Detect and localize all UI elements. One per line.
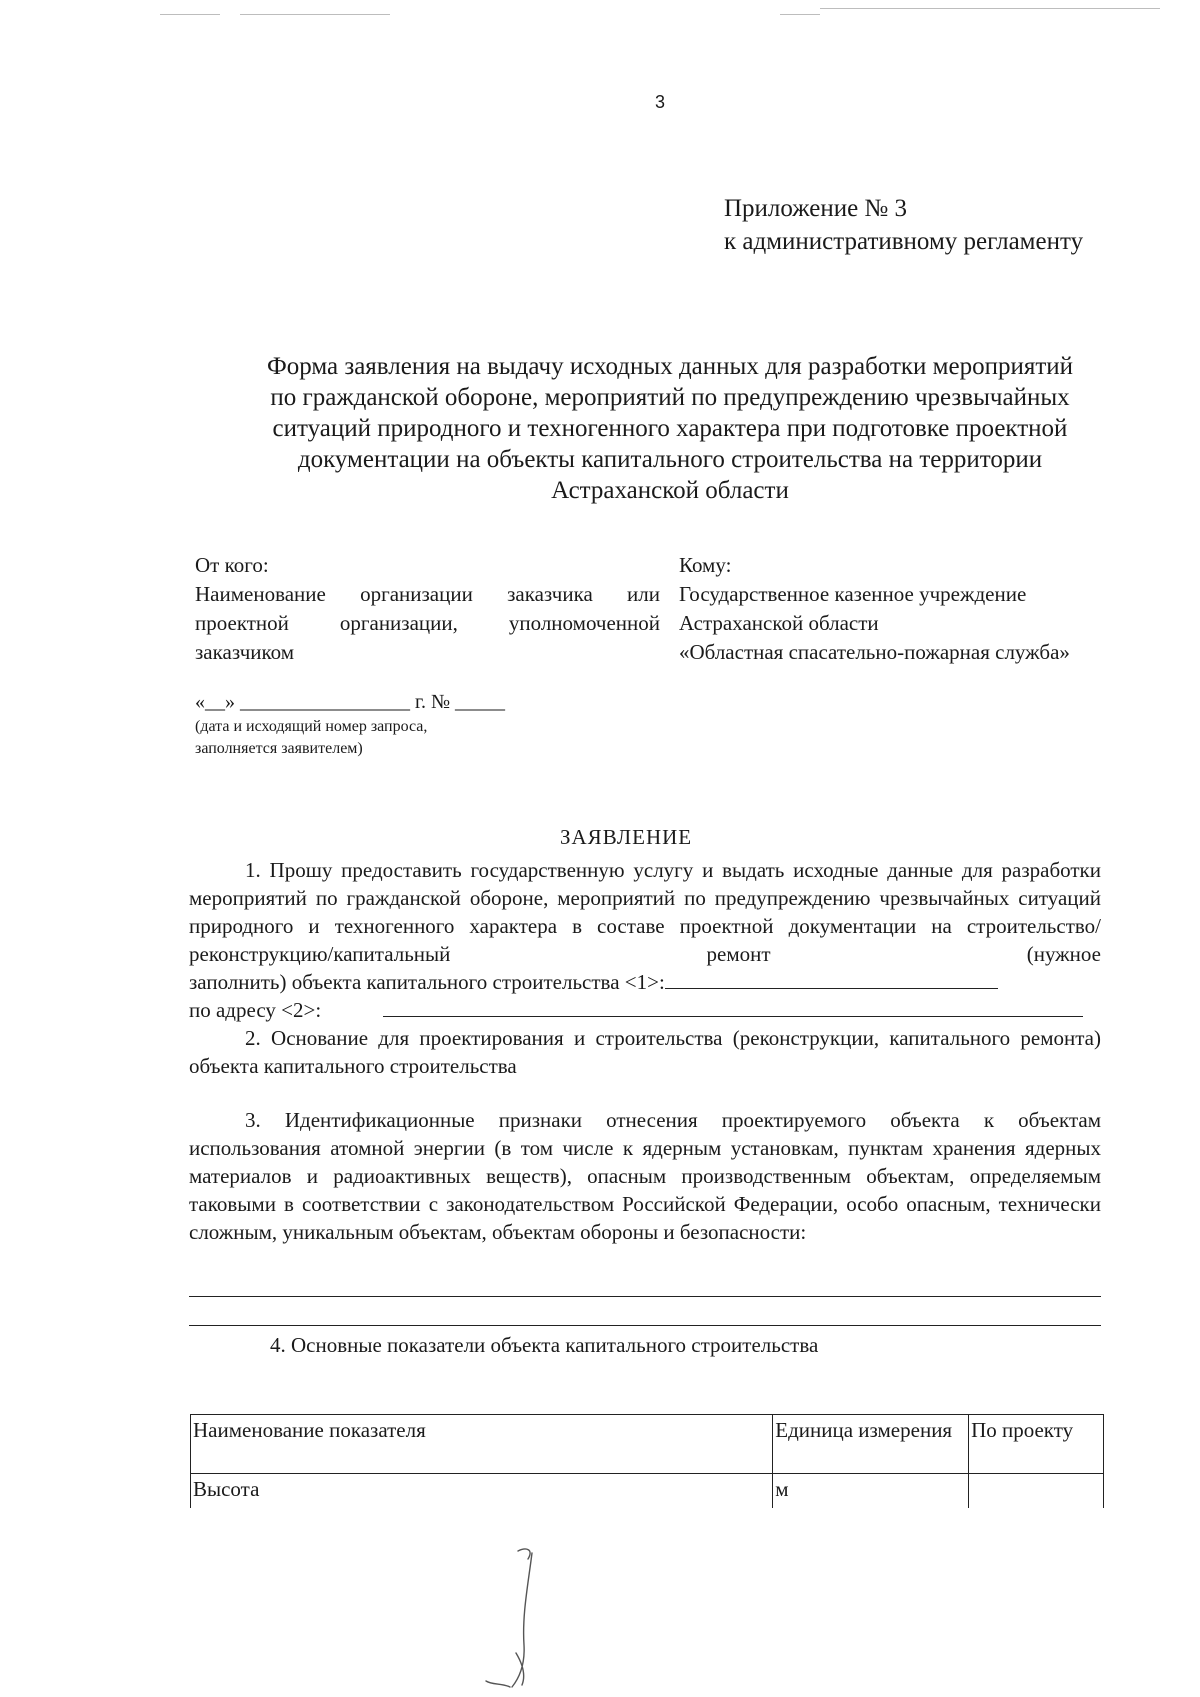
object-field-row: заполнить) объекта капитального строительства <1>: xyxy=(189,968,1101,996)
statement-heading: ЗАЯВЛЕНИЕ xyxy=(560,825,693,849)
title-line: Форма заявления на выдачу исходных данных для разработки мероприятий xyxy=(266,353,1074,380)
scan-artifact xyxy=(820,8,1160,9)
paragraph-1-text: 1. Прошу предоставить государственную услугу и выдать исходные данные для разработки мероприятий по гражданской обороне, мероприятий по предупреждению чрезвычайных ситуаций природного и техногенного характера в составе проектной документации на строительство/реконструкцию/капитальный ремонт (нужное xyxy=(189,858,1101,966)
identification-field-line[interactable] xyxy=(189,1325,1101,1326)
paragraph-2: 2. Основание для проектирования и строительства (реконструкции, капитального ремонта) объекта капитального строительства xyxy=(189,1026,1101,1078)
title-line: документации на объекты капитального строительства на территории xyxy=(297,446,1043,473)
date-note xyxy=(195,716,595,760)
paragraph-1 xyxy=(189,856,1101,1024)
table-header-row xyxy=(191,1415,1104,1474)
form-title xyxy=(190,351,1150,506)
title-line: ситуаций природного и техногенного характера при подготовке проектной xyxy=(272,415,1068,442)
sender-label: От кого: xyxy=(195,553,269,577)
table-cell: Высота xyxy=(191,1474,773,1509)
table-cell-input[interactable] xyxy=(969,1474,1104,1509)
table-cell: м xyxy=(773,1474,969,1509)
address-field-row: по адресу <2>: xyxy=(189,996,1101,1024)
sender-block xyxy=(195,551,660,667)
appendix-line: Приложение № 3 xyxy=(724,195,908,222)
object-name-field[interactable] xyxy=(665,970,998,989)
page-number: 3 xyxy=(655,92,666,112)
sender-line: заказчиком xyxy=(195,640,295,664)
paragraph-4: 4. Основные показатели объекта капитального строительства xyxy=(270,1333,819,1357)
identification-field-line[interactable] xyxy=(189,1296,1101,1297)
appendix-line: к административному регламенту xyxy=(724,228,1084,255)
date-note-line: заполняется заявителем) xyxy=(195,740,363,757)
table-header-cell: По проекту xyxy=(969,1415,1104,1474)
table-header-cell: Единица измерения xyxy=(773,1415,969,1474)
paragraph-3: 3. Идентификационные признаки отнесения проектируемого объекта к объектам использования атомной энергии (в том числе к ядерным установкам, пунктам хранения ядерных материалов и радиоактивных веществ), опасным производственным объектам, определяемым таковыми в соответствии с законодательством Российской Федерации, особо опасным, технически сложным, уникальным объектам, объектам обороны и безопасности: xyxy=(189,1108,1101,1244)
sender-line: Наименование организации заказчика или xyxy=(195,582,660,606)
recipient-line: «Областная спасательно-пожарная служба» xyxy=(679,640,1070,664)
date-note-line: (дата и исходящий номер запроса, xyxy=(195,718,428,735)
recipient-line: Астраханской области xyxy=(679,611,879,635)
sender-line: проектной организации, уполномоченной xyxy=(195,611,660,635)
address-field[interactable] xyxy=(383,998,1083,1017)
recipient-block xyxy=(679,551,1159,667)
scan-artifact xyxy=(780,14,820,15)
recipient-line: Государственное казенное учреждение xyxy=(679,582,1027,606)
date-number-field[interactable]: «__» _________________ г. № _____ xyxy=(195,691,506,713)
table-header-cell: Наименование показателя xyxy=(191,1415,773,1474)
scan-artifact xyxy=(240,14,390,15)
scan-artifact xyxy=(160,14,220,15)
table-row xyxy=(191,1474,1104,1509)
title-line: по гражданской обороне, мероприятий по предупреждению чрезвычайных xyxy=(270,384,1070,411)
appendix-header xyxy=(724,192,1083,258)
handwritten-signature xyxy=(482,1545,552,1695)
indicators-table xyxy=(190,1414,1104,1508)
title-line: Астраханской области xyxy=(551,477,789,504)
recipient-label: Кому: xyxy=(679,553,732,577)
